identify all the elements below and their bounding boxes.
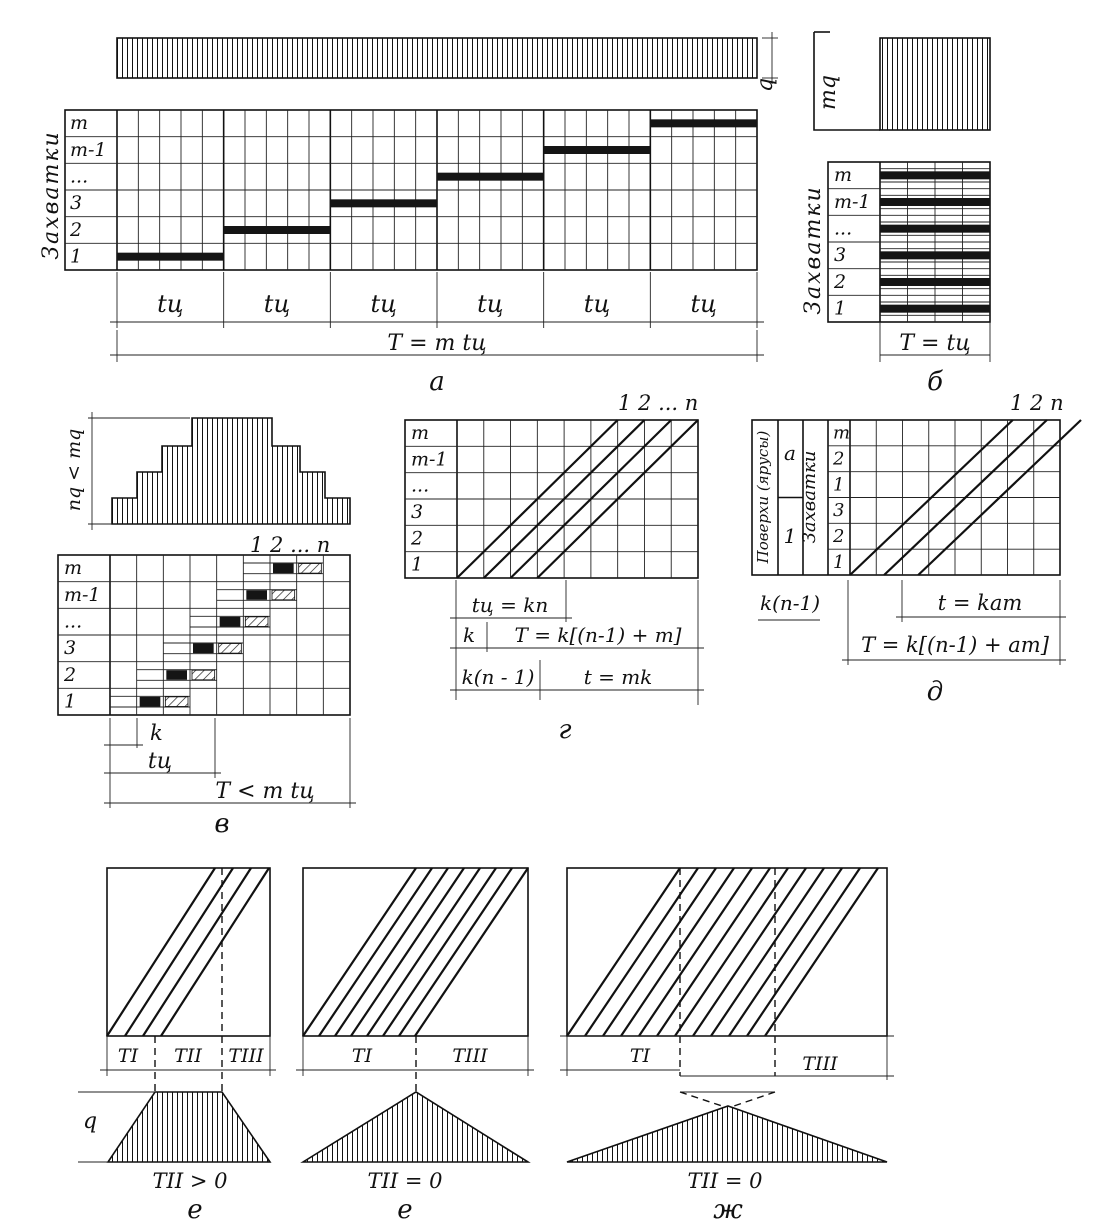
work-bar-v bbox=[140, 697, 161, 707]
panel-label-a: а bbox=[429, 367, 445, 397]
panel-label-g: г bbox=[558, 715, 572, 745]
flow-line-zh bbox=[585, 868, 698, 1036]
grid-g-row-label: m bbox=[411, 421, 430, 444]
grid-d-row-label: 2 bbox=[833, 448, 845, 470]
grid-a-row-label: ... bbox=[70, 165, 89, 188]
grid-g-row-label: 2 bbox=[411, 527, 424, 550]
tc-label-a: tц bbox=[370, 290, 397, 318]
q-label-a: q bbox=[753, 77, 778, 92]
work-bar-v bbox=[246, 590, 267, 600]
flow-line-zh bbox=[729, 868, 842, 1036]
total-duration-d: T = k[(n-1) + am] bbox=[861, 633, 1049, 657]
grid-a-row-label: 1 bbox=[70, 245, 83, 268]
work-bar-v bbox=[220, 617, 241, 627]
tc-label-a: tц bbox=[157, 290, 184, 318]
resource-diagram-e1 bbox=[108, 1092, 270, 1162]
q-label-e1: q bbox=[82, 1109, 98, 1134]
grid-v-row-label: 2 bbox=[64, 663, 77, 686]
work-bar-hatched-v bbox=[165, 697, 188, 707]
grid-g-row-label: 1 bbox=[411, 553, 424, 576]
work-bar-hatched-v bbox=[299, 564, 322, 574]
flow-line-zh bbox=[567, 868, 680, 1036]
grid-v-row-label: 3 bbox=[64, 637, 77, 660]
panel-label-zh: ж bbox=[713, 1195, 743, 1221]
tii-label-e2: TII = 0 bbox=[367, 1169, 443, 1193]
mq-label-b: mq bbox=[816, 75, 841, 110]
zakhvatki-label-b: Захватки bbox=[801, 185, 826, 315]
tc-label-a: tц bbox=[477, 290, 504, 318]
k-label-v: k bbox=[150, 721, 163, 745]
grid-g-row-label: m-1 bbox=[411, 448, 448, 471]
work-bar-hatched-v bbox=[219, 644, 242, 654]
schedule-grid-b bbox=[828, 162, 990, 322]
tc-label-a: tц bbox=[690, 290, 717, 318]
flow-line-zh bbox=[657, 868, 770, 1036]
k-n1-label-d: k(n-1) bbox=[759, 591, 821, 615]
resource-diagram-v bbox=[112, 418, 350, 524]
total-duration-a: T = m tц bbox=[387, 331, 487, 356]
work-bar-a bbox=[437, 173, 544, 181]
grid-b-row-label: m-1 bbox=[834, 190, 871, 213]
tii-label-e1: TII > 0 bbox=[152, 1169, 228, 1193]
total-duration-v: T < m tц bbox=[215, 779, 315, 804]
flow-line-zh bbox=[765, 868, 878, 1036]
zakhvatki-label-a: Захватки bbox=[39, 130, 64, 260]
grid-a-row-label: m bbox=[70, 112, 89, 135]
grid-d-row-label: 1 bbox=[833, 474, 845, 496]
work-bar-v bbox=[193, 644, 214, 654]
work-bar-v bbox=[273, 564, 294, 574]
nq-label-v: nq < mq bbox=[63, 428, 85, 512]
work-bar-b bbox=[880, 278, 990, 286]
flow-line-e2 bbox=[351, 868, 464, 1036]
work-bar-a bbox=[650, 119, 757, 127]
flows-label-d: 1 2 n bbox=[1010, 391, 1064, 415]
grid-v-row-label: ... bbox=[64, 610, 83, 633]
t3-label-e2: TIII bbox=[452, 1045, 488, 1067]
schedule-grid-a bbox=[65, 110, 757, 270]
grid-d-row-label: 2 bbox=[833, 525, 845, 547]
work-bar-b bbox=[880, 251, 990, 259]
t2-label-e1: TII bbox=[174, 1045, 202, 1067]
tc-label-v: tц bbox=[147, 749, 173, 774]
grid-d-row-label: 1 bbox=[833, 551, 845, 573]
flow-lines-zh bbox=[567, 868, 878, 1036]
grid-g-row-label: ... bbox=[411, 474, 430, 497]
panel-v bbox=[58, 412, 356, 839]
t1-label-e2: TI bbox=[351, 1045, 373, 1067]
k-n1-label-g: k(n - 1) bbox=[461, 665, 535, 689]
t3-label-zh: TIII bbox=[802, 1053, 838, 1075]
work-bar-hatched-v bbox=[272, 590, 295, 600]
grid-b-row-label: ... bbox=[834, 217, 853, 240]
t1-label-zh: TI bbox=[629, 1045, 651, 1067]
work-bar-a bbox=[544, 146, 651, 154]
schedule-grid-g bbox=[405, 420, 698, 578]
panel-label-b: б bbox=[927, 367, 943, 397]
tc-label-a: tц bbox=[583, 290, 611, 318]
resource-diagram-e2 bbox=[303, 1092, 528, 1162]
work-bar-b bbox=[880, 198, 990, 206]
flow-lines-e2 bbox=[303, 868, 528, 1036]
flow-line-zh bbox=[693, 868, 806, 1036]
panel-e2 bbox=[296, 868, 534, 1221]
flow-line-zh bbox=[603, 868, 716, 1036]
work-bar-b bbox=[880, 305, 990, 313]
work-bar-a bbox=[117, 253, 224, 261]
panel-zh bbox=[560, 868, 894, 1221]
grid-v-row-label: m-1 bbox=[64, 583, 101, 606]
work-bar-hatched-v bbox=[245, 617, 268, 627]
grid-v-row-label: 1 bbox=[64, 690, 77, 713]
work-bar-a bbox=[330, 199, 437, 207]
work-bar-b bbox=[880, 171, 990, 179]
panel-label-e2: е bbox=[397, 1195, 413, 1221]
tier-a-label: a bbox=[784, 441, 796, 465]
k-label-g: k bbox=[463, 623, 476, 647]
panel-label-d: д bbox=[926, 677, 944, 707]
flows-label-g: 1 2 ... n bbox=[618, 391, 699, 415]
work-bar-a bbox=[224, 226, 331, 234]
tier-1-label: 1 bbox=[783, 524, 797, 548]
flow-line-e2 bbox=[367, 868, 480, 1036]
tii-label-zh: TII = 0 bbox=[687, 1169, 763, 1193]
grid-v-row-label: m bbox=[64, 557, 83, 580]
poverkhi-label: Поверхи (ярусы) bbox=[754, 430, 772, 564]
resource-diagram-zh bbox=[567, 1106, 887, 1162]
panel-b bbox=[801, 32, 990, 397]
grid-b-row-label: 1 bbox=[834, 297, 847, 320]
grid-a-row-label: 3 bbox=[70, 192, 83, 215]
grid-d-row-label: m bbox=[833, 422, 851, 444]
work-bar-hatched-v bbox=[192, 670, 215, 680]
panel-d bbox=[752, 391, 1081, 707]
panel-a bbox=[39, 32, 778, 397]
tc-label-a: tц bbox=[263, 290, 291, 318]
t-kam-label: t = kam bbox=[937, 591, 1023, 615]
panel-label-v: в bbox=[214, 809, 230, 839]
flow-line-zh bbox=[747, 868, 860, 1036]
grid-b-row-label: 3 bbox=[834, 244, 847, 267]
flow-line-zh bbox=[639, 868, 752, 1036]
grid-g-row-label: 3 bbox=[411, 500, 424, 523]
panel-e1 bbox=[78, 868, 276, 1221]
t-mk-label: t = mk bbox=[583, 665, 653, 689]
panel-g bbox=[405, 391, 704, 745]
grid-a-row-label: m-1 bbox=[70, 138, 107, 161]
resource-diagram-b bbox=[880, 38, 990, 130]
work-bar-v bbox=[166, 670, 187, 680]
total-duration-b: T = tц bbox=[899, 331, 971, 356]
zakhvatki-label-d: Захватки bbox=[799, 450, 820, 544]
total-duration-g: T = k[(n-1) + m] bbox=[514, 623, 682, 647]
grid-b-row-label: 2 bbox=[834, 270, 847, 293]
schedule-grid-v bbox=[58, 555, 350, 715]
flow-line-zh bbox=[675, 868, 788, 1036]
flow-line-zh bbox=[621, 868, 734, 1036]
grid-a-row-label: 2 bbox=[70, 218, 83, 241]
tc-kn-label: tц = kn bbox=[471, 593, 549, 617]
resource-diagram-a bbox=[117, 38, 757, 78]
flow-line-zh bbox=[711, 868, 824, 1036]
grid-b-row-label: m bbox=[834, 164, 853, 187]
t3-label-e1: TIII bbox=[228, 1045, 264, 1067]
grid-d-row-label: 3 bbox=[833, 500, 845, 522]
flows-label-v: 1 2 ... n bbox=[250, 533, 331, 557]
t1-label-e1: TI bbox=[117, 1045, 139, 1067]
panel-label-e1: е bbox=[187, 1195, 203, 1221]
work-bar-b bbox=[880, 225, 990, 233]
